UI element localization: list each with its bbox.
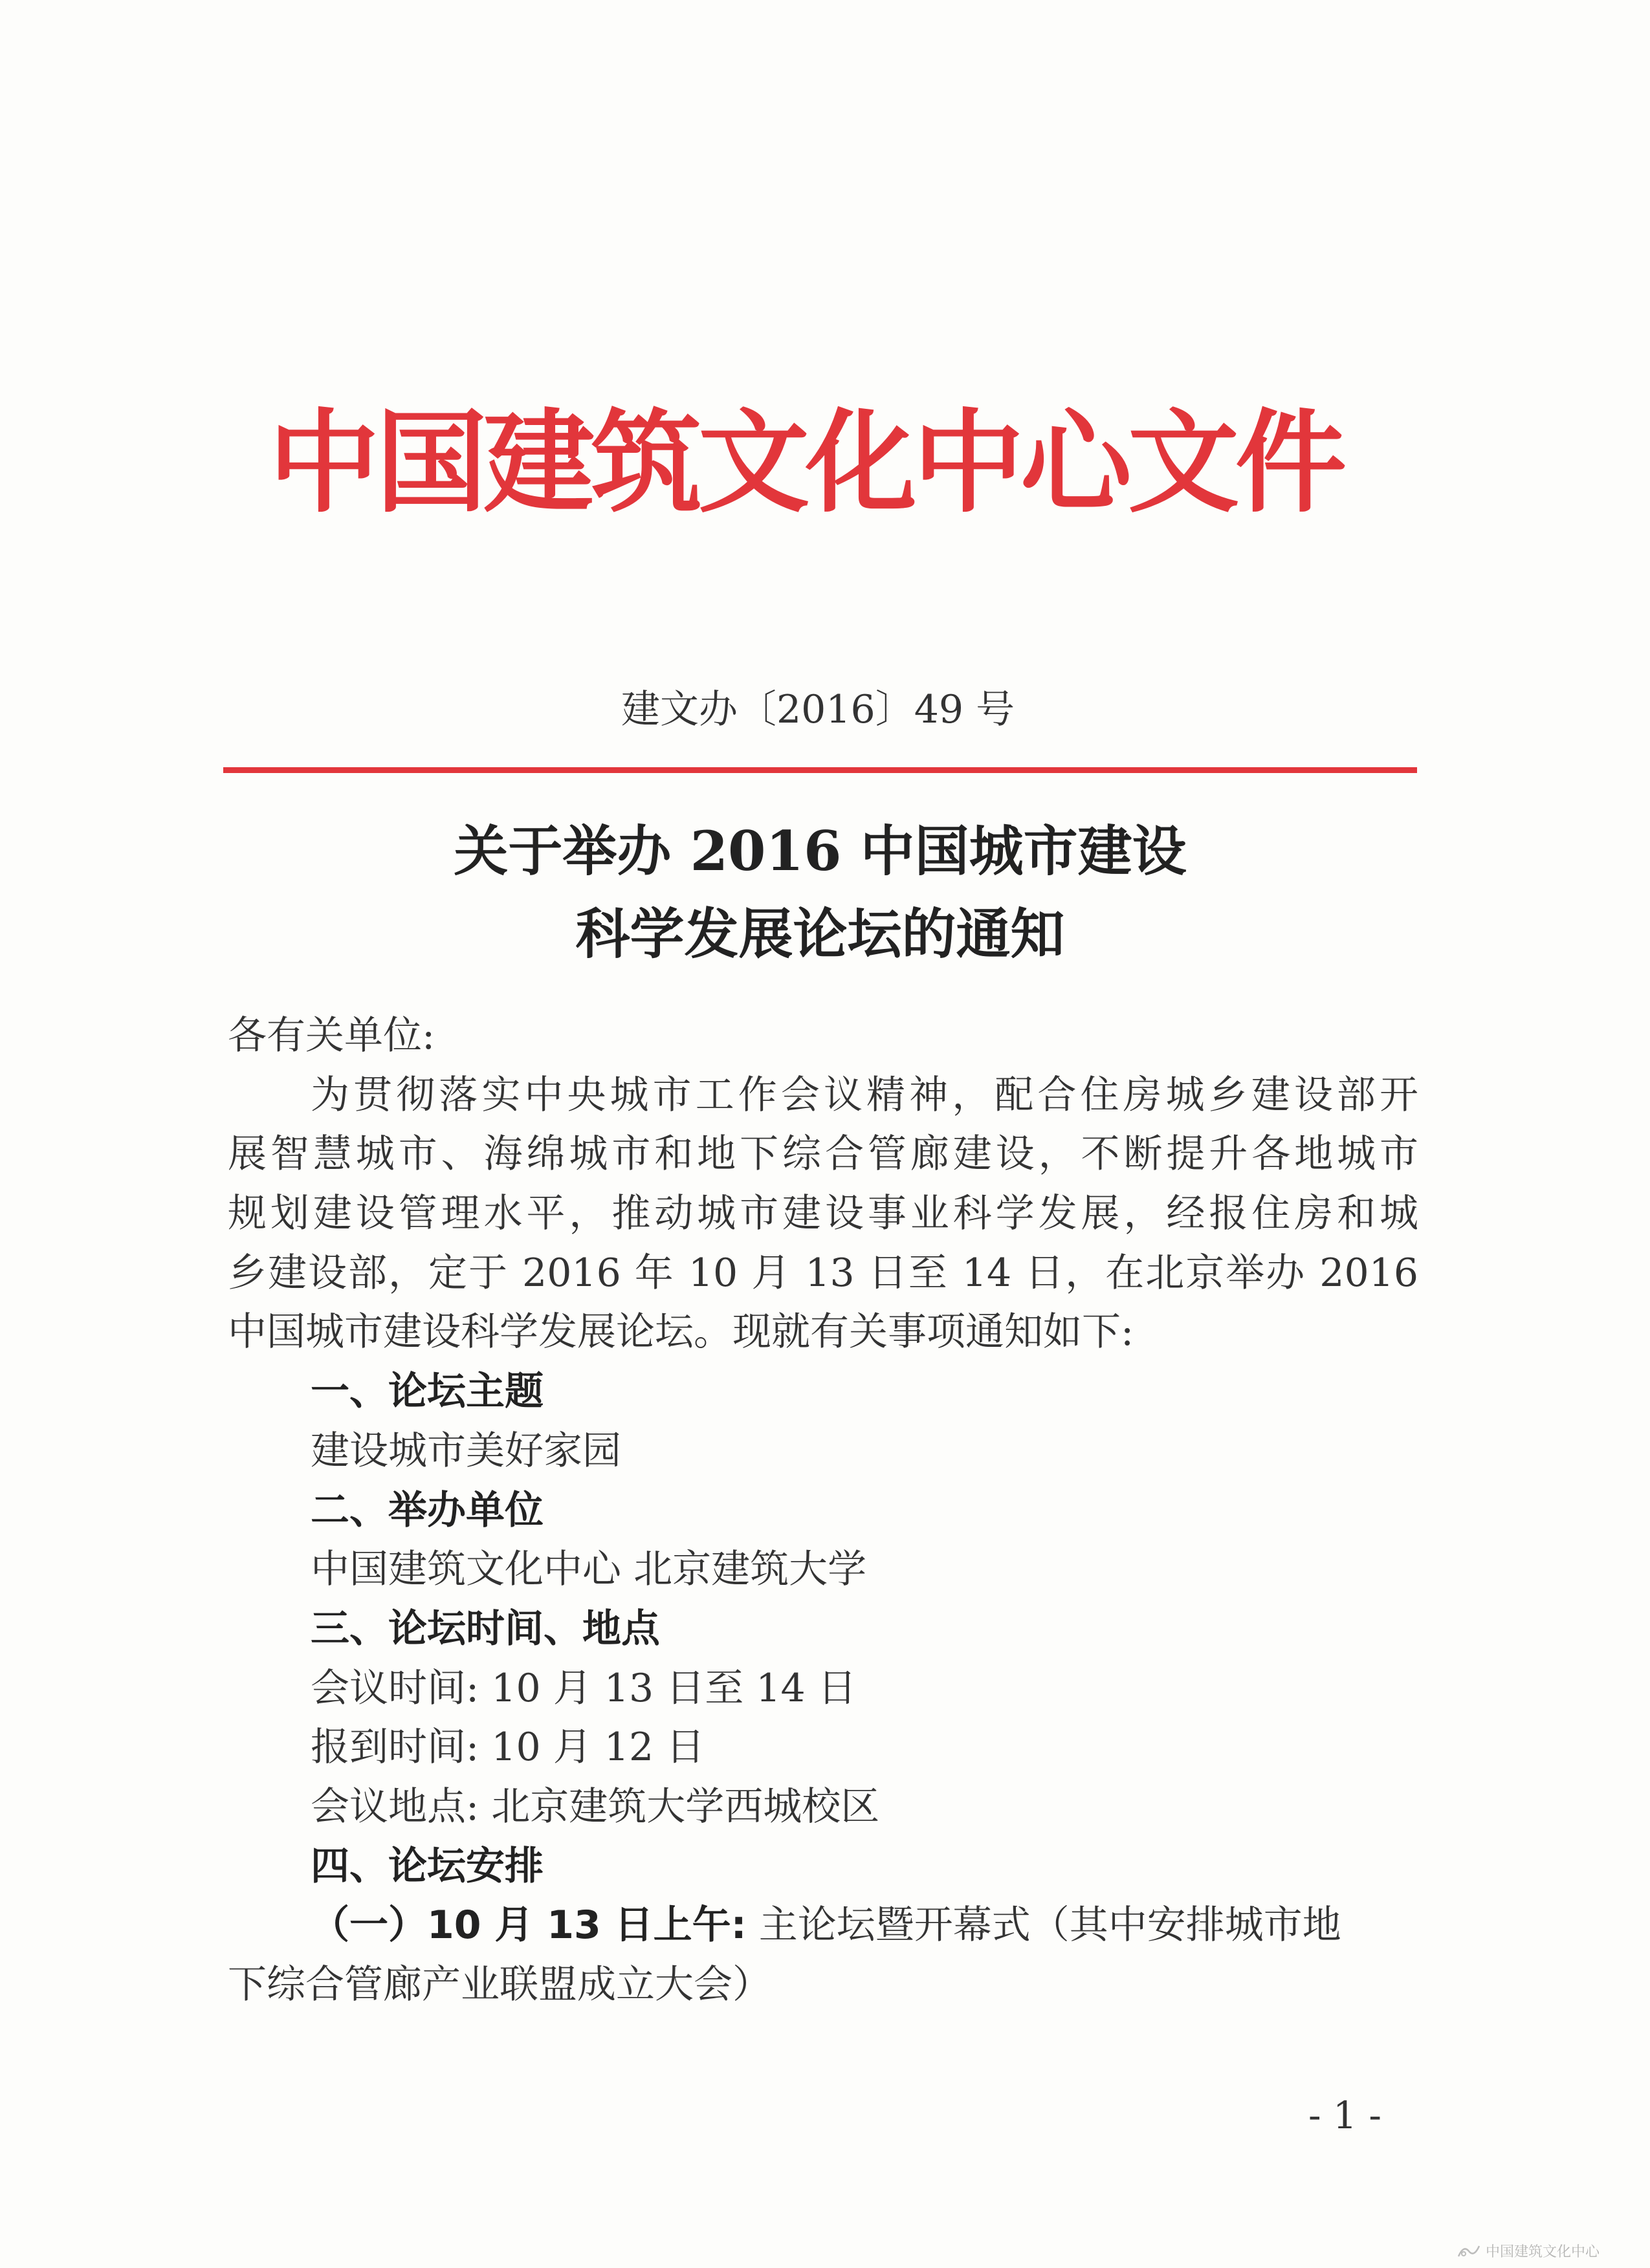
page-number: - 1 - <box>1308 2093 1381 2137</box>
notice-title <box>223 810 1417 976</box>
logo-icon <box>1456 2242 1482 2259</box>
registration-time: 报到时间: 10 月 12 日 <box>311 1725 705 1771</box>
red-divider-line <box>223 767 1417 773</box>
watermark <box>1456 2240 1637 2262</box>
schedule-item-1-label: （一）10 月 13 日上午: <box>311 1903 747 1948</box>
intro-line-3: 规划建设管理水平，推动城市建设事业科学发展，经报住房和城 <box>228 1191 1418 1237</box>
schedule-item-1 <box>228 1896 1418 1956</box>
section-heading-time-place: 三、论坛时间、地点 <box>311 1606 660 1652</box>
masthead-title: 中国建筑文化中心文件 <box>269 397 1343 528</box>
schedule-item-1-text: 主论坛暨开幕式（其中安排城市地 <box>746 1903 1341 1948</box>
document-number: 建文办〔2016〕49 号 <box>621 687 1015 732</box>
section-heading-theme: 一、论坛主题 <box>311 1369 544 1415</box>
intro-line-2: 展智慧城市、海绵城市和地下综合管廊建设，不断提升各地城市 <box>228 1131 1418 1177</box>
notice-body <box>228 1007 1418 2015</box>
watermark-text: 中国建筑文化中心 <box>1486 2243 1600 2260</box>
intro-line-5: 中国城市建设科学发展论坛。现就有关事项通知如下: <box>228 1309 1134 1355</box>
section-heading-organizers: 二、举办单位 <box>311 1487 544 1533</box>
notice-title-line-1: 关于举办 2016 中国城市建设 <box>454 819 1187 883</box>
section-heading-schedule: 四、论坛安排 <box>311 1843 544 1889</box>
meeting-location: 会议地点: 北京建筑大学西城校区 <box>311 1783 880 1829</box>
schedule-item-1-continued: 下综合管廊产业联盟成立大会） <box>228 1962 771 2007</box>
salutation: 各有关单位: <box>228 1013 435 1058</box>
intro-line-1: 为贯彻落实中央城市工作会议精神，配合住房城乡建设部开 <box>311 1072 1418 1118</box>
section-text-theme: 建设城市美好家园 <box>311 1428 621 1474</box>
section-text-organizers: 中国建筑文化中心 北京建筑大学 <box>311 1547 867 1593</box>
notice-title-line-2: 科学发展论坛的通知 <box>575 902 1065 966</box>
meeting-time: 会议时间: 10 月 13 日至 14 日 <box>311 1665 857 1711</box>
intro-line-4: 乡建设部，定于 2016 年 10 月 13 日至 14 日，在北京举办 2016 <box>228 1250 1418 1296</box>
